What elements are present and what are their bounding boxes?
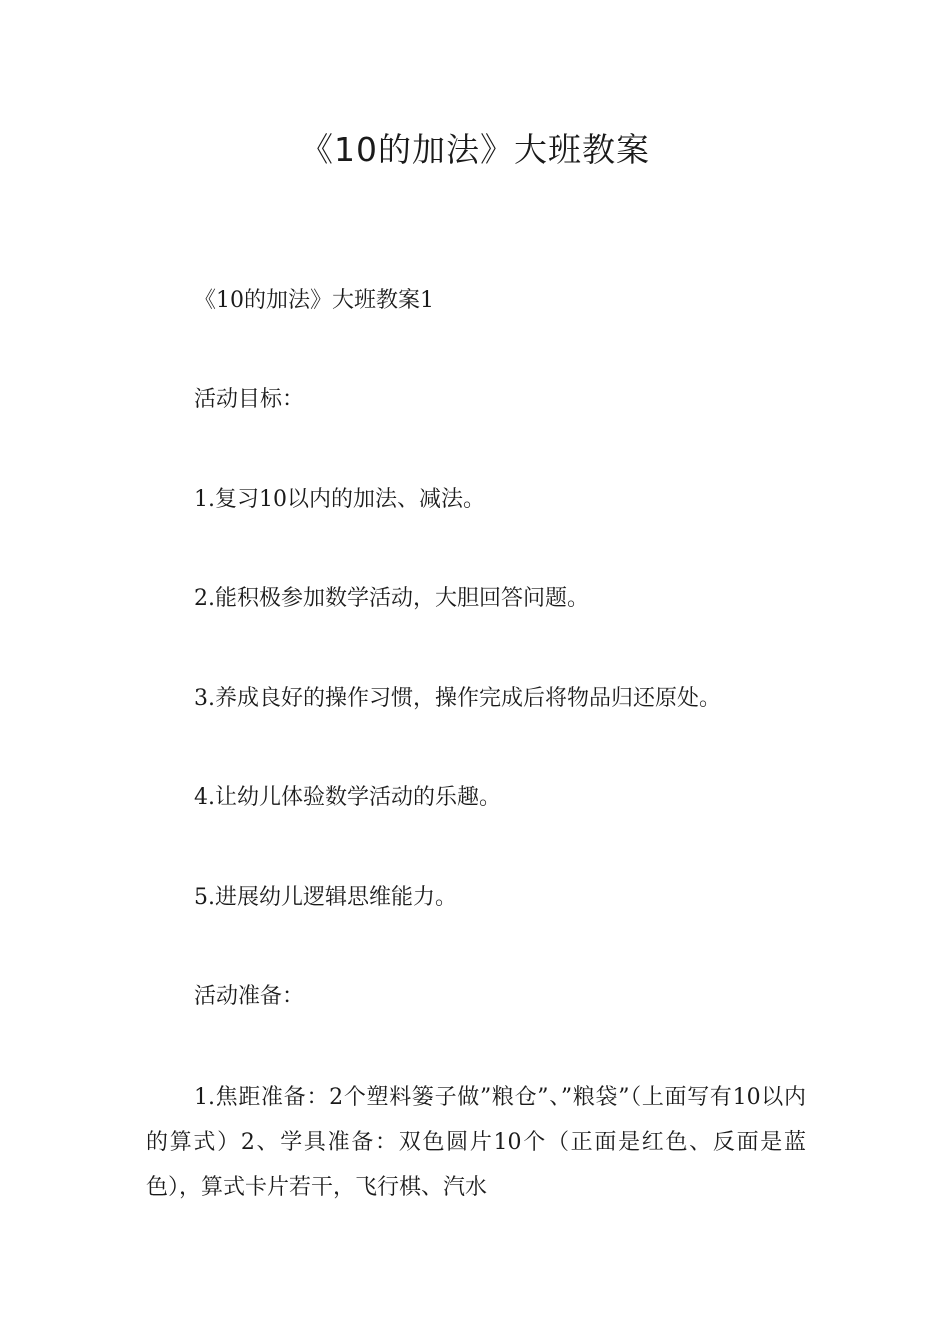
prep-label: 活动准备：: [194, 984, 305, 1009]
section-heading: 《10的加法》大班教案1: [194, 288, 434, 313]
goal-item-1: 1.复习10以内的加法、减法。: [194, 487, 485, 512]
goal-item-4: 4.让幼儿体验数学活动的乐趣。: [194, 785, 501, 810]
prep-paragraph: 1.焦距准备：2个塑料篓子做”粮仓”、”粮袋”（上面写有10以内的算式）2、学具准备：双色圆片10个（正面是红色、反面是蓝色），算式卡片若干，飞行棋、汽水: [146, 1085, 806, 1200]
document-title: 《10的加法》大班教案: [300, 130, 650, 169]
goal-item-5: 5.进展幼儿逻辑思维能力。: [194, 885, 457, 910]
goals-label: 活动目标：: [194, 387, 305, 412]
goal-item-2: 2.能积极参加数学活动，大胆回答问题。: [194, 586, 589, 611]
goal-item-3: 3.养成良好的操作习惯，操作完成后将物品归还原处。: [194, 686, 721, 711]
